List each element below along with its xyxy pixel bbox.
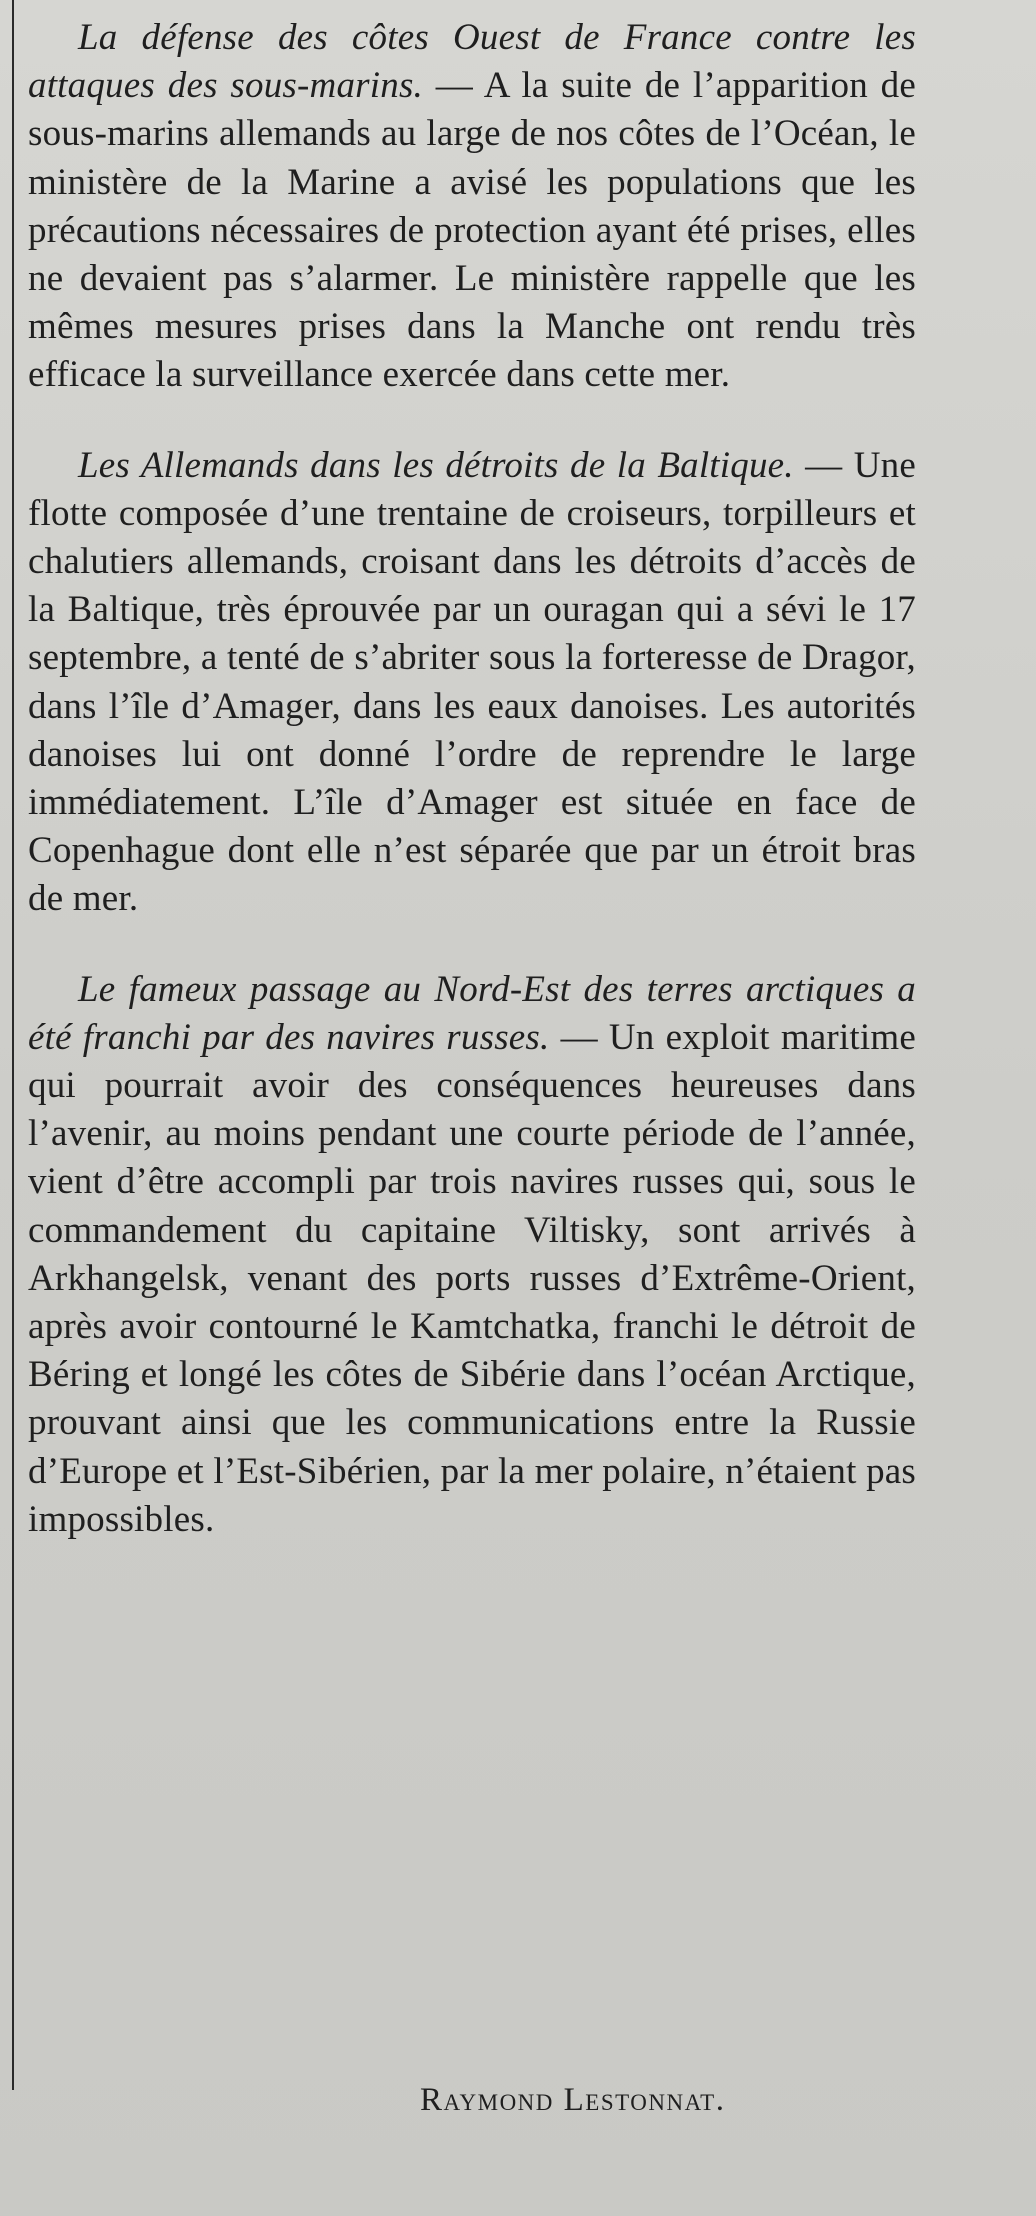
article-paragraph-1 xyxy=(28,14,916,400)
article-1-dash: — xyxy=(423,65,484,107)
article-3-body: Un exploit maritime qui pourrait avoir des conséquences heureuses dans l’avenir, au moins pendant une courte période de l’année, vient d’être accompli par trois navires russes qui, sous le commandement du capitaine Viltisky, sont arrivés à Arkhangelsk, venant des ports russes d’Extrême-Orient, après avoir contourné le Kamtchatka, franchi le détroit de Béring et longé les côtes de Sibérie dans l’océan Arctique, prouvant ainsi que les communications entre la Russie d’Europe et l’Est-Sibérien, par la mer polaire, n’étaient pas impossibles. xyxy=(28,1016,916,1540)
article-2-body: Une flotte composée d’une trentaine de croiseurs, torpilleurs et chalutiers allemands, croisant dans les détroits d’accès de la Baltique, très éprouvée par un ouragan qui a sévi le 17 septembre, a tenté de s’abriter sous la forteresse de Dragor, dans l’île d’Amager, dans les eaux danoises. Les autorités danoises lui ont donné l’ordre de reprendre le large immédiatement. L’île d’Amager est située en face de Copenhague dont elle n’est séparée que par un étroit bras de mer. xyxy=(28,444,916,920)
column-rule xyxy=(12,0,14,2090)
article-3-headline: Le fameux passage au Nord-Est des terres arctiques a été franchi par des navires russes. xyxy=(28,968,916,1058)
article-3-dash: — xyxy=(549,1016,609,1058)
article-2-dash: — xyxy=(793,444,854,486)
article-column xyxy=(28,14,916,1544)
article-2-headline: Les Allemands dans les détroits de la Baltique. xyxy=(78,444,794,486)
article-paragraph-3 xyxy=(28,966,916,1544)
article-1-body: A la suite de l’apparition de sous-marins allemands au large de nos côtes de l’Océan, le ministère de la Marine a avisé les populations que les précautions nécessaires de protection ayant été prises, elles ne devaient pas s’alarmer. Le ministère rappelle que les mêmes mesures prises dans la Manche ont rendu très efficace la surveillance exercée dans cette mer. xyxy=(28,65,917,396)
article-1-headline: La défense des côtes Ouest de France contre les attaques des sous-marins. xyxy=(28,17,916,107)
article-paragraph-2 xyxy=(28,442,916,924)
author-signature: Raymond Lestonnat. xyxy=(420,2082,726,2118)
